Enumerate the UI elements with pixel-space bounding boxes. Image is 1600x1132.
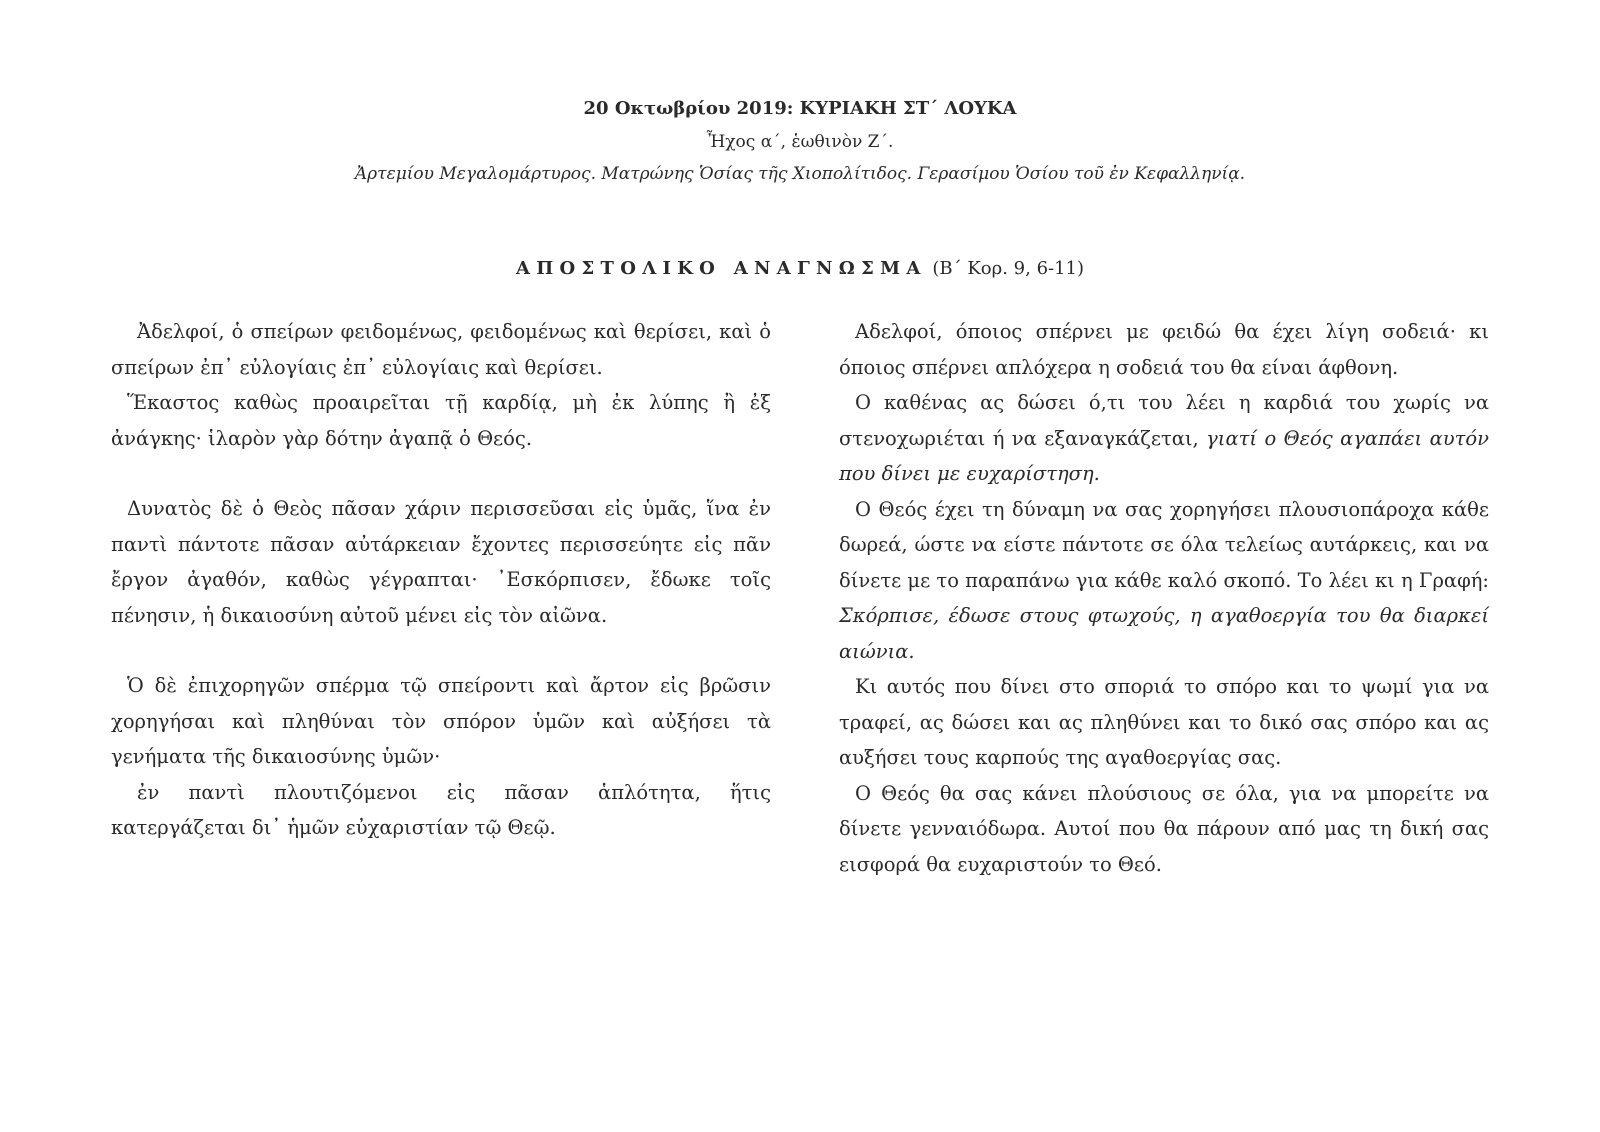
translation-italic-text: Σκόρπισε, έδωσε στους φτωχούς, η αγαθοεργία του θα διαρκεί αιώνια. — [839, 604, 1489, 663]
original-paragraph: Ἀδελφοί, ὁ σπείρων φειδομένως, φειδομένως καὶ θερίσει, καὶ ὁ σπείρων ἐπ᾽ εὐλογίαις ἐπ᾽ εὐλογίαις καὶ θερίσει. — [111, 320, 771, 379]
translation-text-column — [839, 314, 1489, 882]
translation-text: Ο Θεός έχει τη δύναμη να σας χορηγήσει πλουσιοπάροχα κάθε δωρεά, ώστε να είστε πάντοτε σε όλα τελείως αυτάρκεις, και να δίνετε με το παραπάνω για κάθε καλό σκοπό. Το λέει κι η Γραφή: — [839, 497, 1489, 592]
translation-text: Ο καθένας ας δώσει ό,τι του λέει η καρδιά του χωρίς να στενοχωριέται ή να εξαναγκάζεται, — [839, 391, 1489, 450]
translation-paragraph: Αδελφοί, όποιος σπέρνει με φειδώ θα έχει λίγη σοδειά· κι όποιος σπέρνει απλόχερα η σοδειά του θα είναι άφθονη. — [839, 320, 1489, 379]
original-paragraph: Δυνατὸς δὲ ὁ Θεὸς πᾶσαν χάριν περισσεῦσαι εἰς ὑμᾶς, ἵνα ἐν παντὶ πάντοτε πᾶσαν αὐτάρκειαν ἔχοντες περισσεύητε εἰς πᾶν ἔργον ἀγαθόν, καθὼς γέγραπται· ᾽Εσκόρπισεν, ἔδωκε τοῖς πένησιν, ἡ δικαιοσύνη αὐτοῦ μένει εἰς τὸν αἰῶνα. — [111, 497, 771, 627]
tone-line: Ἦχος α΄, ἑωθινὸν Ζ΄. — [706, 132, 894, 152]
original-text-column — [111, 314, 771, 846]
page-title: 20 Οκτωβρίου 2019: ΚΥΡΙΑΚΗ ΣΤ΄ ΛΟΥΚΑ — [583, 98, 1017, 119]
translation-paragraph — [839, 385, 1489, 492]
reading-title: ΑΠΟΣΤΟΛΙΚΟ ΑΝΑΓΝΩΣΜΑ — [515, 258, 927, 279]
original-paragraph: Ὁ δὲ ἐπιχορηγῶν σπέρμα τῷ σπείροντι καὶ ἄρτον εἰς βρῶσιν χορηγήσαι καὶ πληθύναι τὸν σπόρον ὑμῶν καὶ αὐξήσει τὰ γενήματα τῆς δικαιοσύνης ὑμῶν· — [111, 674, 771, 768]
saints-line: Ἀρτεμίου Μεγαλομάρτυρος. Ματρώνης Ὁσίας τῆς Χιοπολίτιδος. Γερασίμου Ὁσίου τοῦ ἐν Κεφαλληνίᾳ. — [354, 164, 1246, 184]
reading-reference: (Β΄ Κορ. 9, 6-11) — [932, 258, 1085, 279]
translation-italic-text: γιατί ο Θεός αγαπάει αυτόν που δίνει με ευχαρίστηση. — [839, 426, 1489, 485]
original-paragraph: Ἕκαστος καθὼς προαιρεῖται τῇ καρδίᾳ, μὴ ἐκ λύπης ἢ ἐξ ἀνάγκης· ἱλαρὸν γὰρ δότην ἀγαπᾷ ὁ Θεός. — [111, 391, 771, 450]
original-paragraph: ἐν παντὶ πλουτιζόμενοι εἰς πᾶσαν ἁπλότητα, ἥτις κατεργάζεται δι᾽ ἡμῶν εὐχαριστίαν τῷ Θεῷ. — [111, 780, 771, 839]
translation-paragraph: Κι αυτός που δίνει στο σποριά το σπόρο και το ψωμί για να τραφεί, ας δώσει και ας πληθύνει και το δικό σας σπόρο και ας αυξήσει τους καρπούς της αγαθοεργίας σας. — [839, 675, 1489, 769]
translation-paragraph — [839, 492, 1489, 670]
reading-heading — [0, 258, 1600, 279]
translation-paragraph: Ο Θεός θα σας κάνει πλούσιους σε όλα, για να μπορείτε να δίνετε γενναιόδωρα. Αυτοί που θα πάρουν από μας τη δική σας εισφορά θα ευχαριστούν το Θεό. — [839, 781, 1489, 876]
